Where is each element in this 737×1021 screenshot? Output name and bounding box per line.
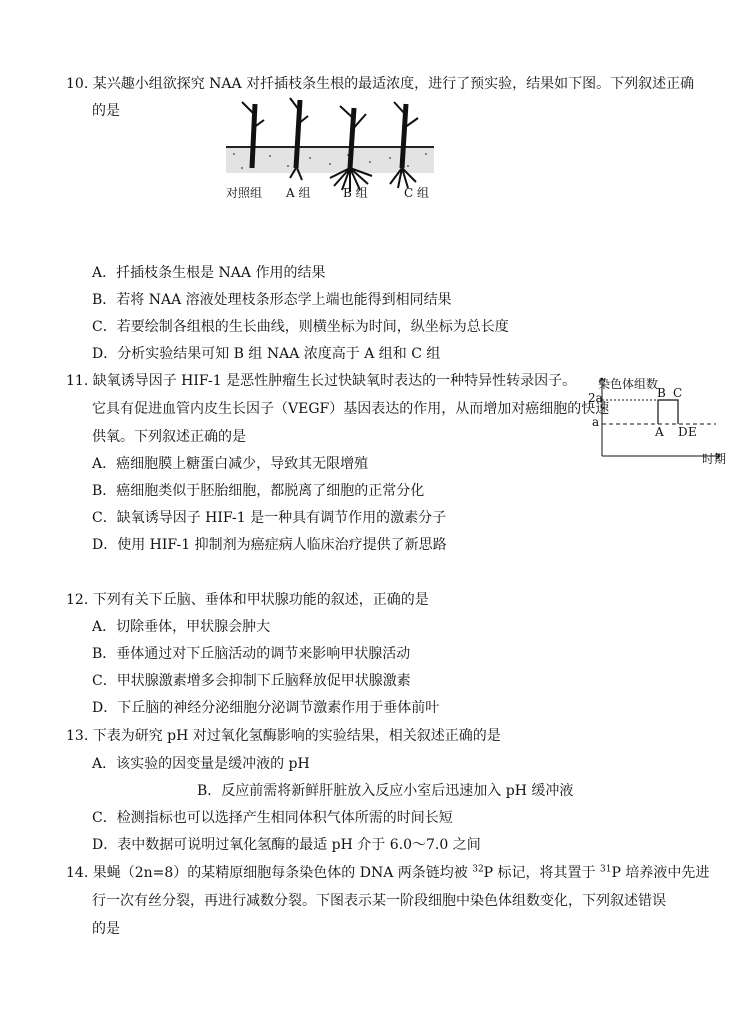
q14-stem-line1: [66, 864, 709, 882]
graph-x-title: 时期: [702, 452, 727, 466]
q11-option-d: D．使用 HIF-1 抑制剂为癌症病人临床治疗提供了新思路: [92, 537, 447, 553]
label-control: 对照组: [226, 186, 263, 200]
q14-stem-c: P 培养液中先进: [611, 865, 710, 881]
q14-stem-a: 果蝇（2n=8）的某精原细胞每条染色体的 DNA 两条链均被: [92, 865, 473, 881]
q11-stem-line3: 供氧。下列叙述正确的是: [92, 429, 246, 445]
point-e: E: [688, 425, 697, 439]
q12-option-c: C．甲状腺激素增多会抑制下丘脑释放促甲状腺激素: [92, 673, 411, 689]
label-group-b: B 组: [343, 186, 368, 200]
q10-option-a: A．扦插枝条生根是 NAA 作用的结果: [92, 265, 326, 281]
graph-y-title: 染色体组数: [598, 377, 659, 391]
label-group-c: C 组: [404, 186, 429, 200]
q13-stem-line1: [66, 727, 501, 745]
q14-sup-32: 32: [472, 864, 484, 875]
q13-option-b: B．反应前需将新鲜肝脏放入反应小室后迅速加入 pH 缓冲液: [197, 783, 574, 799]
q14-number: 14.: [66, 865, 89, 881]
point-c: C: [673, 386, 683, 400]
q14-stem-line3: 的是: [92, 921, 120, 937]
q10-option-b: B．若将 NAA 溶液处理枝条形态学上端也能得到相同结果: [92, 292, 452, 308]
q13-option-a: A．该实验的因变量是缓冲液的 pH: [92, 756, 310, 772]
q13-option-c: C．检测指标也可以选择产生相同体积气体所需的时间长短: [92, 810, 453, 826]
cutting-group-c: [390, 102, 418, 188]
q11-option-a: A．癌细胞膜上糖蛋白减少，导致其无限增殖: [92, 456, 369, 472]
q13-stem: 下表为研究 pH 对过氧化氢酶影响的实验结果，相关叙述正确的是: [92, 728, 501, 744]
q10-stem-line1: [66, 75, 694, 93]
level-2a-step: [658, 400, 678, 424]
q12-number: 12.: [66, 592, 89, 608]
point-d: D: [678, 425, 688, 439]
tick-2a: 2a: [588, 391, 603, 405]
q11-stem: 缺氧诱导因子 HIF-1 是恶性肿瘤生长过快缺氧时表达的一种特异性转录因子。: [92, 373, 577, 389]
q14-stem-b: P 标记，将其置于: [483, 865, 600, 881]
q11-option-b: B．癌细胞类似于胚胎细胞，都脱离了细胞的正常分化: [92, 483, 425, 499]
q11-stem-line2: 它具有促进血管内皮生长因子（VEGF）基因表达的作用，从而增加对癌细胞的快速: [92, 401, 610, 417]
q14-stem-line2: 行一次有丝分裂，再进行减数分裂。下图表示某一阶段细胞中染色体组数变化，下列叙述错误: [92, 893, 666, 909]
q12-option-d: D．下丘脑的神经分泌细胞分泌调节激素作用于垂体前叶: [92, 700, 440, 716]
q11-stem-line1: [66, 372, 576, 390]
q10-number: 10.: [66, 76, 89, 92]
q11-number: 11.: [66, 373, 89, 389]
q10-stem: 某兴趣小组欲探究 NAA 对扦插枝条生根的最适浓度，进行了预实验，结果如下图。下列叙述正确: [92, 76, 695, 92]
point-b: B: [657, 386, 666, 400]
q13-option-d: D．表中数据可说明过氧化氢酶的最适 pH 介于 6.0～7.0 之间: [92, 837, 481, 853]
q10-option-c: C．若要绘制各组根的生长曲线，则横坐标为时间，纵坐标为总长度: [92, 319, 509, 335]
q12-stem: 下列有关下丘脑、垂体和甲状腺功能的叙述，正确的是: [92, 592, 429, 608]
point-a: A: [655, 425, 664, 439]
q12-option-a: A．切除垂体，甲状腺会肿大: [92, 619, 271, 635]
tick-a: a: [592, 415, 600, 429]
label-group-a: A 组: [286, 186, 311, 200]
q14-sup-31: 31: [600, 864, 612, 875]
q13-number: 13.: [66, 728, 89, 744]
q10-stem-line2: 的是: [92, 103, 120, 119]
q12-stem-line1: [66, 591, 429, 609]
q12-option-b: B．垂体通过对下丘脑活动的调节来影响甲状腺活动: [92, 646, 411, 662]
q11-option-c: C．缺氧诱导因子 HIF-1 是一种具有调节作用的激素分子: [92, 510, 447, 526]
q10-option-d: D．分析实验结果可知 B 组 NAA 浓度高于 A 组和 C 组: [92, 346, 441, 362]
